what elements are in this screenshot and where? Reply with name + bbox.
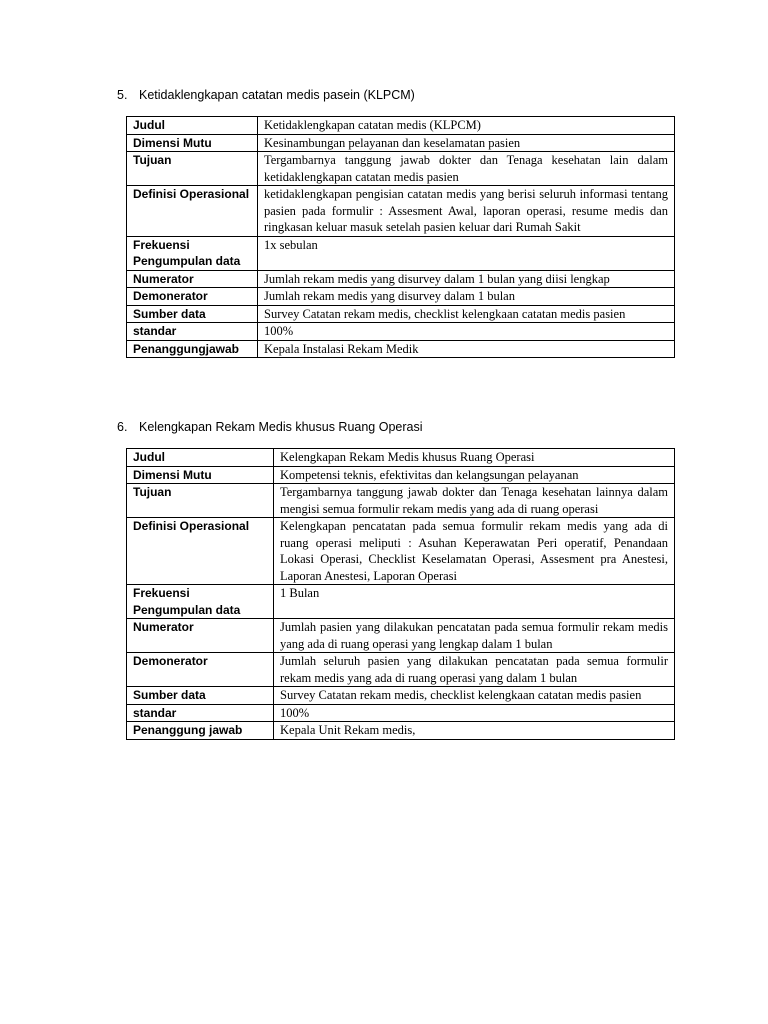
row-label: Penanggung jawab (127, 722, 274, 740)
section-title: Kelengkapan Rekam Medis khusus Ruang Operasi (139, 420, 423, 434)
row-label: Judul (127, 449, 274, 467)
table-row (127, 134, 675, 152)
row-value: Tergambarnya tanggung jawab dokter dan Tenaga kesehatan lain dalam ketidaklengkapan catatan medis pasien (258, 152, 675, 186)
table-row (127, 704, 675, 722)
row-value: 1x sebulan (258, 236, 675, 270)
row-value: Kepala Unit Rekam medis, (274, 722, 675, 740)
row-value: Tergambarnya tanggung jawab dokter dan Tenaga kesehatan lainnya dalam mengisi semua formulir rekam medis yang ada di ruang operasi (274, 484, 675, 518)
row-label: Definisi Operasional (127, 518, 274, 585)
row-value: Jumlah seluruh pasien yang dilakukan pencatatan pada semua formulir rekam medis yang ada di ruang operasi yang dalam 1 bulan (274, 653, 675, 687)
row-label: Frekuensi Pengumpulan data (127, 236, 258, 270)
table-row (127, 288, 675, 306)
row-label: Tujuan (127, 152, 258, 186)
table-row (127, 722, 675, 740)
table-row (127, 340, 675, 358)
row-value: Kepala Instalasi Rekam Medik (258, 340, 675, 358)
section-title: Ketidaklengkapan catatan medis pasein (KLPCM) (139, 88, 415, 102)
row-value: Survey Catatan rekam medis, checklist kelengkaan catatan medis pasien (274, 687, 675, 705)
row-label: Numerator (127, 270, 258, 288)
row-value: Kelengkapan Rekam Medis khusus Ruang Operasi (274, 449, 675, 467)
row-value: Kelengkapan pencatatan pada semua formulir rekam medis yang ada di ruang operasi meliputi : Asuhan Keperawatan Peri operatif, Penandaan Lokasi Operasi, Checklist Keselamatan Operasi, Assesment pra Anestesi, Laporan Anestesi, Laporan Operasi (274, 518, 675, 585)
table-row (127, 653, 675, 687)
row-label: Dimensi Mutu (127, 466, 274, 484)
table-row (127, 518, 675, 585)
row-value: 100% (274, 704, 675, 722)
table-row (127, 270, 675, 288)
row-label: Penanggungjawab (127, 340, 258, 358)
row-label: standar (127, 323, 258, 341)
row-value: 1 Bulan (274, 585, 675, 619)
table-row (127, 687, 675, 705)
row-value: Kompetensi teknis, efektivitas dan kelangsungan pelayanan (274, 466, 675, 484)
table-row (127, 117, 675, 135)
indicator-table (126, 448, 675, 740)
section-number: 6. (117, 420, 128, 434)
row-label: Numerator (127, 619, 274, 653)
row-value: Survey Catatan rekam medis, checklist kelengkaan catatan medis pasien (258, 305, 675, 323)
indicator-table (126, 116, 675, 358)
row-label: Definisi Operasional (127, 186, 258, 237)
row-value: Ketidaklengkapan catatan medis (KLPCM) (258, 117, 675, 135)
table-row (127, 305, 675, 323)
row-label: Frekuensi Pengumpulan data (127, 585, 274, 619)
table-row (127, 466, 675, 484)
table-row (127, 619, 675, 653)
table-row (127, 152, 675, 186)
row-value: Jumlah rekam medis yang disurvey dalam 1 bulan (258, 288, 675, 306)
row-label: Demonerator (127, 653, 274, 687)
table-row (127, 585, 675, 619)
row-label: Judul (127, 117, 258, 135)
row-label: Demonerator (127, 288, 258, 306)
table-row (127, 236, 675, 270)
table-row (127, 323, 675, 341)
section-number: 5. (117, 88, 128, 102)
row-label: Sumber data (127, 305, 258, 323)
table-row (127, 186, 675, 237)
row-value: 100% (258, 323, 675, 341)
row-value: Jumlah pasien yang dilakukan pencatatan pada semua formulir rekam medis yang ada di ruang operasi yang lengkap dalam 1 bulan (274, 619, 675, 653)
table-row (127, 484, 675, 518)
row-value: Kesinambungan pelayanan dan keselamatan pasien (258, 134, 675, 152)
section-heading (117, 88, 415, 102)
row-value: Jumlah rekam medis yang disurvey dalam 1 bulan yang diisi lengkap (258, 270, 675, 288)
row-label: Sumber data (127, 687, 274, 705)
row-label: standar (127, 704, 274, 722)
row-label: Dimensi Mutu (127, 134, 258, 152)
table-row (127, 449, 675, 467)
section-heading (117, 420, 423, 434)
row-value: ketidaklengkapan pengisian catatan medis yang berisi seluruh informasi tentang pasien pada formulir : Assesment Awal, laporan operasi, resume medis dan ringkasan keluar masuk setelah pasien keluar dari Rumah Sakit (258, 186, 675, 237)
row-label: Tujuan (127, 484, 274, 518)
